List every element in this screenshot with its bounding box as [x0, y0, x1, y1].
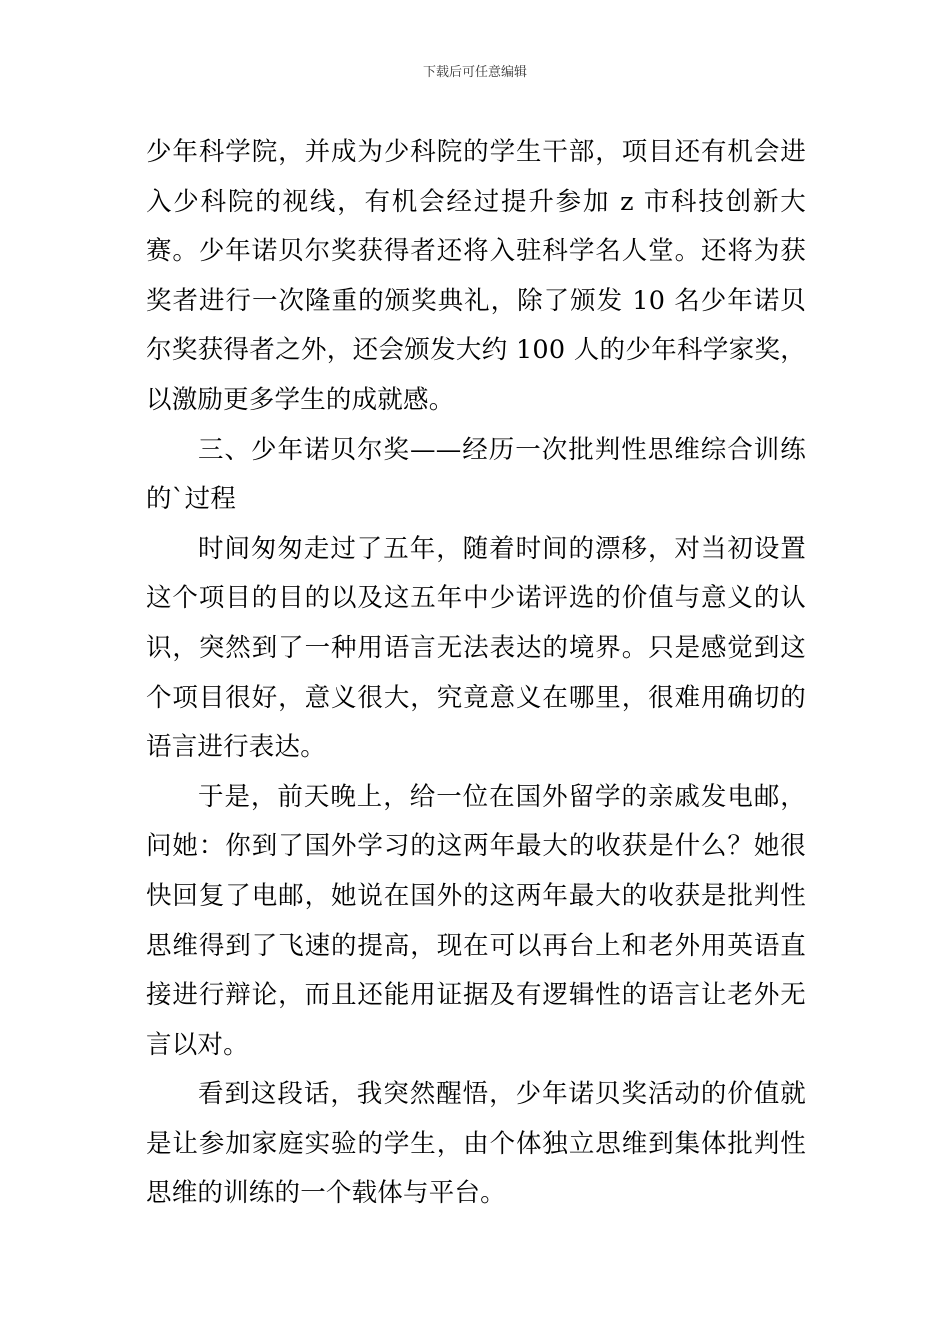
section-heading: 三、少年诺贝尔奖——经历一次批判性思维综合训练的`过程: [146, 434, 806, 515]
paragraph: 看到这段话，我突然醒悟，少年诺贝奖活动的价值就是让参加家庭实验的学生，由个体独立思维到集体批判性思维的训练的一个载体与平台。: [146, 1079, 806, 1209]
document-body: [146, 128, 806, 1219]
paragraph: 时间匆匆走过了五年，随着时间的漂移，对当初设置这个项目的目的以及这五年中少诺评选的价值与意义的认识，突然到了一种用语言无法表达的境界。只是感觉到这个项目很好，意义很大，究竟意义在哪里，很难用确切的语言进行表达。: [146, 533, 806, 763]
page-header: 下载后可任意编辑: [422, 65, 527, 80]
paragraph: 于是，前天晚上，给一位在国外留学的亲戚发电邮，问她：你到了国外学习的这两年最大的收获是什么？她很快回复了电邮，她说在国外的这两年最大的收获是批判性思维得到了飞速的提高，现在可以再台上和老外用英语直接进行辩论，而且还能用证据及有逻辑性的语言让老外无言以对。: [146, 781, 806, 1060]
paragraph-continuation: 少年科学院，并成为少科院的学生干部，项目还有机会进入少科院的视线，有机会经过提升参加 z 市科技创新大赛。少年诺贝尔奖获得者还将入驻科学名人堂。还将为获奖者进行一次隆重的颁奖典礼，除了颁发 10 名少年诺贝尔奖获得者之外，还会颁发大约 100 人的少年科学家奖，以激励更多学生的成就感。: [146, 137, 806, 415]
